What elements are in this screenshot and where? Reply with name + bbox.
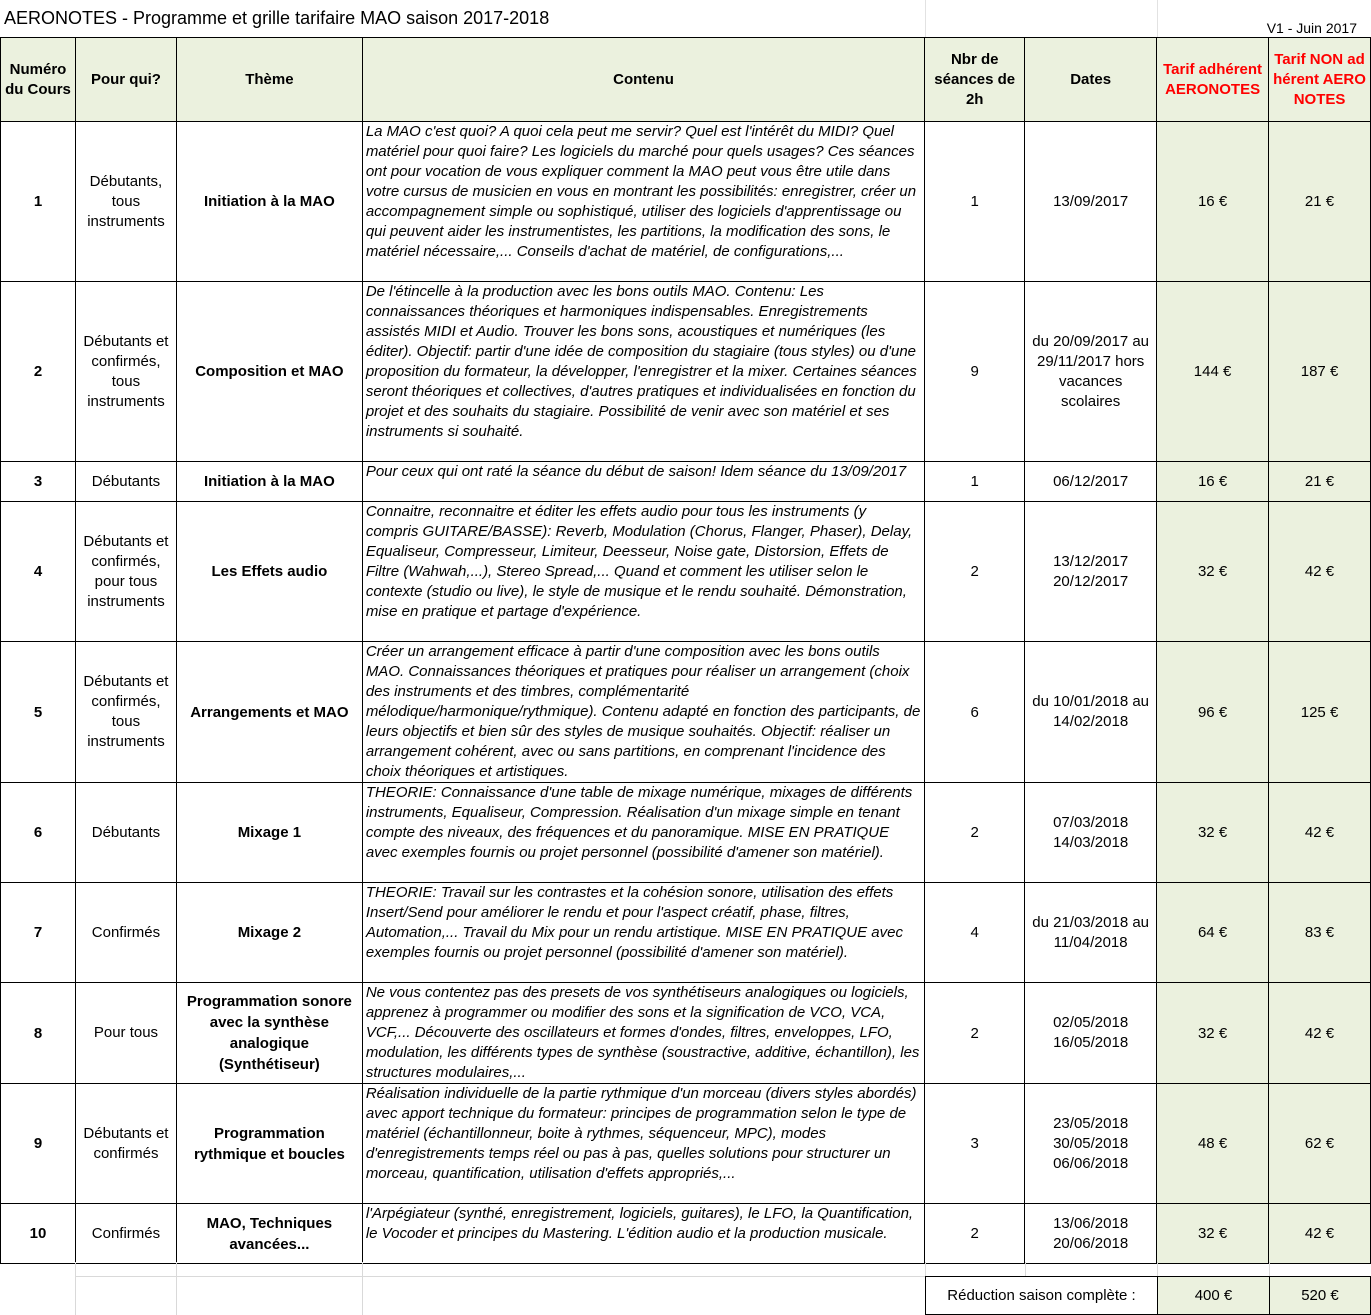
row-content: Créer un arrangement efficace à partir d'une composition avec les bons outils MAO. Connaissances théoriques et pratiques pour réaliser un arrangement (choix des instruments et des timbres, complémentarité mélodique/harmonique/rythmique). Contenu adapté en fonction des participants, de leurs objectifs et bien sûr des styles de musique souhaités. Objectif: réaliser un arrangement cohérent, avec ou sans partitions, en comprenant l'incidence des choix théoriques et artistiques.	[362, 642, 924, 783]
header-who: Pour qui?	[75, 38, 176, 122]
row-audience: Confirmés	[75, 883, 176, 983]
row-dates: 07/03/2018 14/03/2018	[1025, 783, 1157, 883]
row-price-non-adherent: 62 €	[1269, 1084, 1371, 1204]
row-content: Réalisation individuelle de la partie rythmique d'un morceau (divers styles abordés) avec apport technique du formateur: principes de programmation selon le type de matériel (échantillonneur, boite à rythmes, séquenceur, MPC), modes d'enregistrements temps réel ou pas à pas, quelles solutions pour structurer un morceau, quantification, utilisation d'effets appropriés,...	[362, 1084, 924, 1204]
row-price-adherent: 16 €	[1157, 122, 1269, 282]
row-price-adherent: 144 €	[1157, 282, 1269, 462]
row-audience: Débutants, tous instruments	[75, 122, 176, 282]
row-price-non-adherent: 125 €	[1269, 642, 1371, 783]
row-dates: du 21/03/2018 au 11/04/2018	[1025, 883, 1157, 983]
row-content: Pour ceux qui ont raté la séance du début de saison! Idem séance du 13/09/2017	[362, 462, 924, 502]
row-content: De l'étincelle à la production avec les bons outils MAO. Contenu: Les connaissances théoriques et harmoniques indispensables. Enregistrements assistés MIDI et Audio. Trouver les bons sons, acoustiques et numériques (les éditer). Objectif: partir d'une idée de composition du stagiaire (tous styles) ou d'une proposition du formateur, la développer, l'enregistrer et la mixer. Certaines séances seront théoriques et collectives, d'autres pratiques et individualisées en fonction du projet et des souhaits du stagiaire. Possibilité de venir avec son matériel et ses instruments si souhaité.	[362, 282, 924, 462]
program-table	[0, 37, 1371, 1264]
row-audience: Débutants et confirmés	[75, 1084, 176, 1204]
row-num: 6	[1, 783, 76, 883]
table-row	[1, 642, 1371, 783]
row-dates: du 10/01/2018 au 14/02/2018	[1025, 642, 1157, 783]
row-sessions: 3	[925, 1084, 1025, 1204]
row-num: 4	[1, 502, 76, 642]
row-sessions: 2	[925, 502, 1025, 642]
row-num: 5	[1, 642, 76, 783]
header-dates: Dates	[1025, 38, 1157, 122]
table-row	[1, 883, 1371, 983]
row-price-adherent: 64 €	[1157, 883, 1269, 983]
row-theme: Arrangements et MAO	[176, 642, 362, 783]
gridline	[362, 1276, 363, 1315]
row-theme: Programmation rythmique et boucles	[176, 1084, 362, 1204]
row-sessions: 1	[925, 462, 1025, 502]
row-price-non-adherent: 21 €	[1269, 462, 1371, 502]
row-sessions: 1	[925, 122, 1025, 282]
row-audience: Débutants et confirmés, pour tous instruments	[75, 502, 176, 642]
row-content: THEORIE: Travail sur les contrastes et la cohésion sonore, utilisation des effets Insert/Send pour améliorer le rendu et pour l'aspect créatif, phase, filtres, Automation,... Travail du Mix pour un rendu artistique. MISE EN PRATIQUE avec exemples fournis ou projet personnel (possibilité d'amener son matériel).	[362, 883, 924, 983]
row-theme: Initiation à la MAO	[176, 462, 362, 502]
version-label: V1 - Juin 2017	[1266, 20, 1357, 36]
row-audience: Débutants	[75, 783, 176, 883]
row-dates: 13/12/2017 20/12/2017	[1025, 502, 1157, 642]
row-num: 9	[1, 1084, 76, 1204]
row-audience: Débutants et confirmés, tous instruments	[75, 282, 176, 462]
row-num: 2	[1, 282, 76, 462]
table-row	[1, 122, 1371, 282]
row-price-adherent: 32 €	[1157, 1204, 1269, 1264]
row-theme: Mixage 2	[176, 883, 362, 983]
table-row	[1, 983, 1371, 1084]
row-sessions: 2	[925, 983, 1025, 1084]
row-num: 7	[1, 883, 76, 983]
row-dates: 06/12/2017	[1025, 462, 1157, 502]
gridline	[75, 1276, 76, 1315]
gridline	[176, 1276, 177, 1315]
row-content: THEORIE: Connaissance d'une table de mixage numérique, mixages de différents instruments, Equaliseur, Compression. Réalisation d'un mixage simple en tenant compte des niveaux, des fréquences et du panoramique. MISE EN PRATIQUE avec exemples fournis ou projet personnel (possibilité d'amener son matériel).	[362, 783, 924, 883]
row-theme: Initiation à la MAO	[176, 122, 362, 282]
table-row	[1, 1204, 1371, 1264]
row-num: 8	[1, 983, 76, 1084]
row-sessions: 9	[925, 282, 1025, 462]
row-price-adherent: 32 €	[1157, 783, 1269, 883]
row-price-adherent: 32 €	[1157, 983, 1269, 1084]
row-num: 1	[1, 122, 76, 282]
row-audience: Débutants et confirmés, tous instruments	[75, 642, 176, 783]
row-dates: 13/09/2017	[1025, 122, 1157, 282]
row-content: l'Arpégiateur (synthé, enregistrement, logiciels, guitares), le LFO, la Quantification, le Vocoder et principes du Mastering. L'édition audio et la production musicale.	[362, 1204, 924, 1264]
table-row	[1, 502, 1371, 642]
header-num: Numéro du Cours	[1, 38, 76, 122]
empty-grid-row	[0, 1262, 1371, 1276]
table-row	[1, 1084, 1371, 1204]
header-tarif-non-adherent: Tarif NON adhérent AERONOTES	[1269, 38, 1371, 122]
row-dates: 23/05/2018 30/05/2018 06/06/2018	[1025, 1084, 1157, 1204]
header-row	[1, 38, 1371, 122]
row-dates: 02/05/2018 16/05/2018	[1025, 983, 1157, 1084]
row-audience: Confirmés	[75, 1204, 176, 1264]
gridline	[1157, 0, 1158, 38]
table-row	[1, 783, 1371, 883]
row-sessions: 2	[925, 1204, 1025, 1264]
row-theme: Programmation sonore avec la synthèse analogique (Synthétiseur)	[176, 983, 362, 1084]
row-audience: Débutants	[75, 462, 176, 502]
header-tarif-adherent: Tarif adhérent AERONOTES	[1157, 38, 1269, 122]
row-sessions: 2	[925, 783, 1025, 883]
row-sessions: 4	[925, 883, 1025, 983]
row-content: Ne vous contentez pas des presets de vos synthétiseurs analogiques ou logiciels, apprenez à programmer ou modifier des sons et la signification de VCO, VCA, VCF,... Découverte des oscillateurs et formes d'ondes, filtres, enveloppes, LFO, modulation, les différents types de synthèse (soustractive, additive, échantillon), les structures modulaires,...	[362, 983, 924, 1084]
gridline	[925, 0, 926, 38]
row-price-adherent: 16 €	[1157, 462, 1269, 502]
page-title: AERONOTES - Programme et grille tarifaire MAO saison 2017-2018	[4, 8, 550, 28]
row-price-adherent: 32 €	[1157, 502, 1269, 642]
table-row	[1, 462, 1371, 502]
row-sessions: 6	[925, 642, 1025, 783]
row-num: 3	[1, 462, 76, 502]
footer-label: Réduction saison complète :	[925, 1276, 1158, 1315]
row-content: Connaitre, reconnaitre et éditer les effets audio pour tous les instruments (y compris GUITARE/BASSE): Reverb, Modulation (Chorus, Flanger, Phaser), Delay, Equaliseur, Compresseur, Limiteur, Deesseur, Noise gate, Distorsion, Effets de Filtre (Wahwah,...), Stereo Spread,... Quand et comment les utiliser selon le contexte (studio ou live), le style de musique et le rendu souhaité. Démonstration, mise en pratique et partage d'expérience.	[362, 502, 924, 642]
row-num: 10	[1, 1204, 76, 1264]
row-price-non-adherent: 42 €	[1269, 502, 1371, 642]
row-theme: Mixage 1	[176, 783, 362, 883]
row-theme: MAO, Techniques avancées...	[176, 1204, 362, 1264]
row-audience: Pour tous	[75, 983, 176, 1084]
footer-total-non-adherent: 520 €	[1269, 1276, 1371, 1315]
header-nbr: Nbr de séances de 2h	[925, 38, 1025, 122]
row-content: La MAO c'est quoi? A quoi cela peut me servir? Quel est l'intérêt du MIDI? Quel matériel pour quoi faire? Les logiciels du marché pour quels usages? Ces séances ont pour vocation de vous expliquer comment la MAO peut vous être utile dans votre cursus de musicien en vous en montrant les possibilités: enregistrer, créer un accompagnement simple ou sophistiqué, utiliser des logiciels d'apprentissage ou qui peuvent aider les instrumentistes, les partitions, la modification des sons, le matériel nécessaire,... Conseils d'achat de matériel, de configurations,...	[362, 122, 924, 282]
row-price-non-adherent: 187 €	[1269, 282, 1371, 462]
row-price-non-adherent: 42 €	[1269, 983, 1371, 1084]
row-theme: Les Effets audio	[176, 502, 362, 642]
row-price-non-adherent: 83 €	[1269, 883, 1371, 983]
row-dates: du 20/09/2017 au 29/11/2017 hors vacances scolaires	[1025, 282, 1157, 462]
footer-total-adherent: 400 €	[1157, 1276, 1270, 1315]
row-price-non-adherent: 42 €	[1269, 1204, 1371, 1264]
table-row	[1, 282, 1371, 462]
header-content: Contenu	[362, 38, 924, 122]
row-dates: 13/06/2018 20/06/2018	[1025, 1204, 1157, 1264]
row-theme: Composition et MAO	[176, 282, 362, 462]
row-price-adherent: 48 €	[1157, 1084, 1269, 1204]
row-price-adherent: 96 €	[1157, 642, 1269, 783]
row-price-non-adherent: 42 €	[1269, 783, 1371, 883]
header-theme: Thème	[176, 38, 362, 122]
row-price-non-adherent: 21 €	[1269, 122, 1371, 282]
